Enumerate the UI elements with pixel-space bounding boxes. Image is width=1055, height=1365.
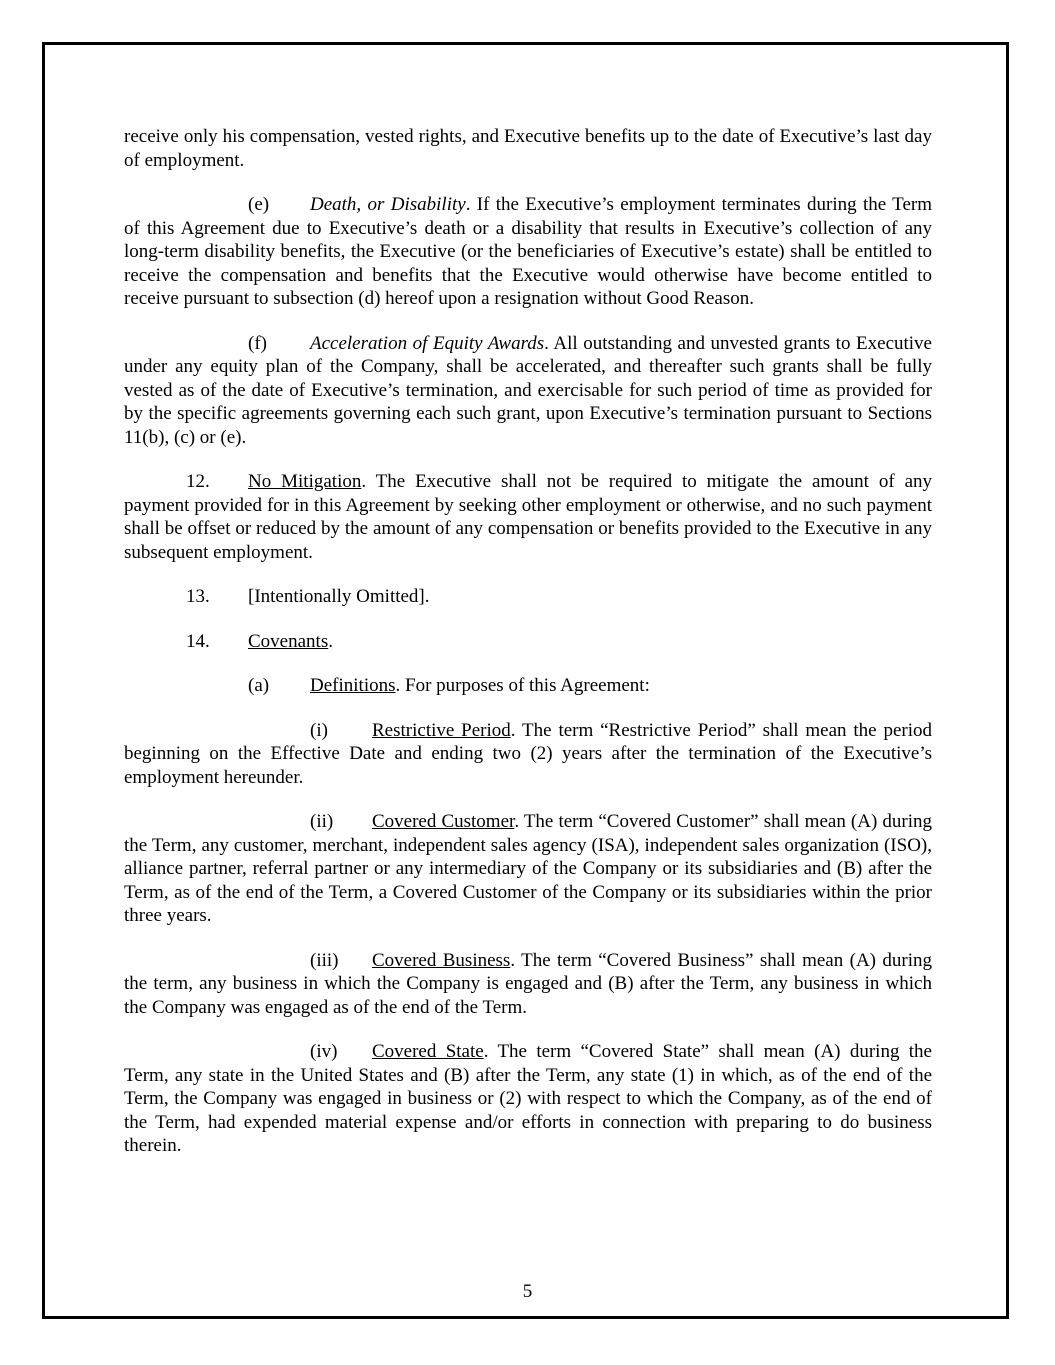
section-body: .: [328, 630, 333, 652]
paragraph-heading: Death, or Disability: [310, 194, 466, 215]
clause-heading: Restrictive Period: [372, 719, 511, 741]
section-heading: No Mitigation: [248, 471, 362, 492]
section-14-covenants: [124, 630, 932, 654]
clause-heading: Covered Business: [372, 949, 511, 971]
paragraph-f-acceleration: [124, 332, 932, 450]
clause-ii-covered-customer: [124, 810, 932, 928]
section-number: 12.: [186, 471, 210, 492]
paragraph-number: (f): [248, 332, 267, 354]
clause-iii-covered-business: [124, 949, 932, 1020]
paragraph-e-death-or-disability: [124, 193, 932, 311]
clause-number: (iv): [310, 1041, 338, 1062]
clause-i-restrictive-period: [124, 719, 932, 790]
paragraph-body: . For purposes of this Agreement:: [395, 675, 650, 696]
section-13-omitted: [124, 585, 932, 609]
clause-heading: Covered Customer: [372, 811, 515, 832]
paragraph-a-definitions: [124, 674, 932, 698]
paragraph-heading: Acceleration of Equity Awards: [310, 332, 545, 354]
section-text: [Intentionally Omitted].: [248, 586, 430, 607]
clause-number: (i): [310, 719, 328, 741]
clause-body: . The term “Restrictive Period” shall mean the period beginning on the Effective Date and ending two (2) years after the termination of the Executive’s employment hereunder.: [124, 719, 932, 788]
clause-body: . The term “Covered Customer” shall mean (A) during the Term, any customer, merchant, independent sales agency (ISA), independent sales organization (ISO), alliance partner, referral partner or any intermediary of the Company or its subsidiaries and (B) after the Term, as of the end of the Term, a Covered Customer of the Company or its subsidiaries within the prior three years.: [124, 811, 932, 926]
paragraph-number: (a): [248, 675, 270, 696]
clause-iv-covered-state: [124, 1040, 932, 1158]
document-body: [124, 125, 932, 1158]
clause-body: . The term “Covered State” shall mean (A) during the Term, any state in the United States and (B) after the Term, any state (1) in which, as of the end of the Term, the Company was engaged in business or (2) with respect to which the Company, as of the end of the Term, had expended material expense and/or efforts in connection with preparing to do business therein.: [124, 1041, 932, 1156]
paragraph-heading: Definitions: [310, 675, 396, 696]
clause-heading: Covered State: [372, 1041, 484, 1062]
paragraph-number: (e): [248, 194, 270, 215]
paragraph-text: receive only his compensation, vested rights, and Executive benefits up to the date of Executive’s last day of employment.: [124, 126, 932, 171]
paragraph-body: . If the Executive’s employment terminates during the Term of this Agreement due to Executive’s death or a disability that results in Executive’s collection of any long-term disability benefits, the Executive (or the beneficiaries of Executive’s estate) shall be entitled to receive the compensation and benefits that the Executive would otherwise have become entitled to receive pursuant to subsection (d) hereof upon a resignation without Good Reason.: [124, 194, 932, 309]
paragraph-continuation: [124, 125, 932, 172]
clause-number: (ii): [310, 811, 334, 832]
page-number: 5: [522, 1281, 533, 1302]
section-body: . The Executive shall not be required to mitigate the amount of any payment provided for in this Agreement by seeking other employment or otherwise, and no such payment shall be offset or reduced by the amount of any compensation or benefits provided to the Executive in any subsequent employment.: [124, 471, 932, 563]
clause-number: (iii): [310, 949, 339, 971]
section-heading: Covenants: [248, 630, 329, 652]
clause-body: . The term “Covered Business” shall mean (A) during the term, any business in which the Company is engaged and (B) after the Term, any business in which the Company was engaged as of the end of the Term.: [124, 949, 932, 1018]
section-number: 13.: [186, 586, 210, 607]
section-12-no-mitigation: [124, 470, 932, 564]
paragraph-body: . All outstanding and unvested grants to Executive under any equity plan of the Company, shall be accelerated, and thereafter such grants shall be fully vested as of the date of Executive’s termination, and exercisable for such period of time as provided for by the specific agreements governing each such grant, upon Executive’s termination pursuant to Sections 11(b), (c) or (e).: [124, 332, 932, 448]
section-number: 14.: [186, 630, 210, 652]
